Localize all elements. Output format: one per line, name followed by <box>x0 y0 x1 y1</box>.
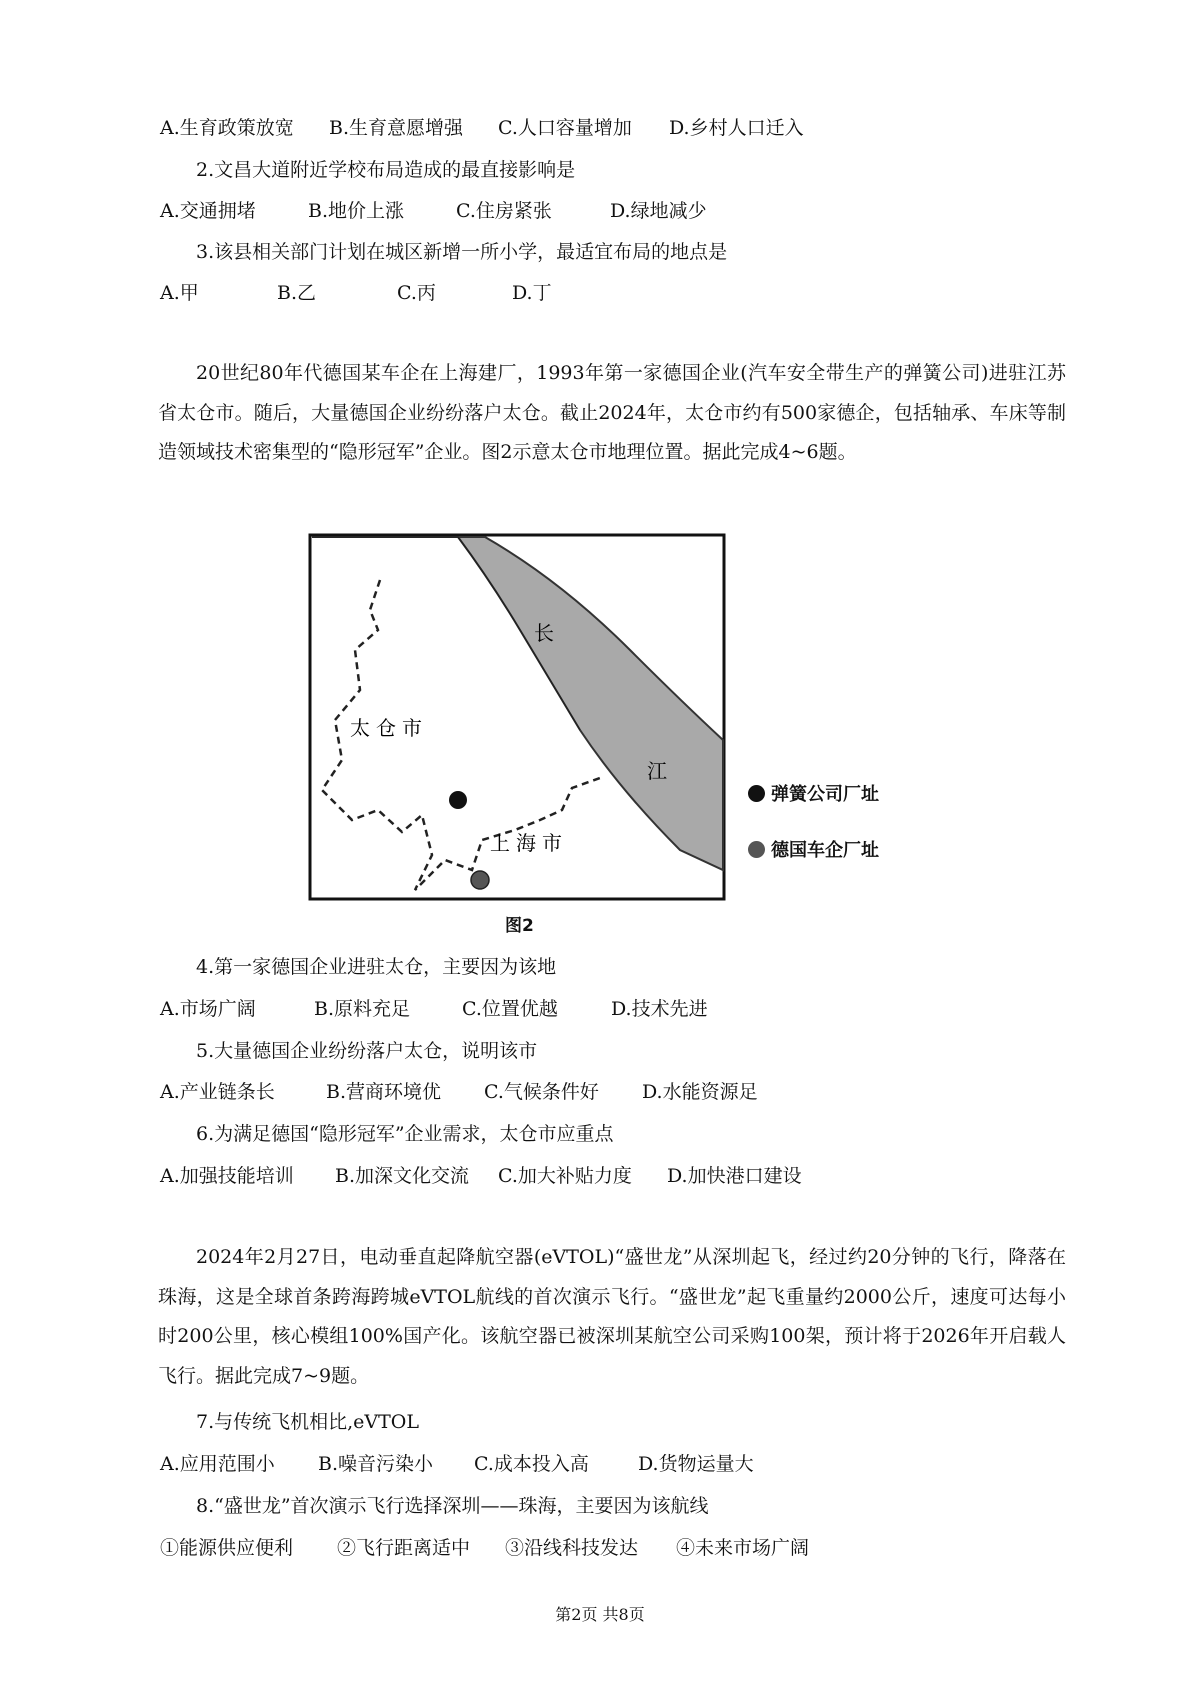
passage-taicang-text: 20世纪80年代德国某车企在上海建厂，1993年第一家德国企业(汽车安全带生产的弹簧公司)进驻江苏省太仓市。随后，大量德国企业纷纷落户太仓。截止2024年，太仓市约有500家德企，包括轴承、车床等制造领域技术密集型的“隐形冠军”企业。图2示意太仓市地理位置。据此完成4~6题。 <box>158 362 1066 463</box>
legend-german-carmaker <box>748 836 879 862</box>
spring-company-site-dot <box>449 791 467 809</box>
q4-stem: 4.第一家德国企业进驻太仓，主要因为该地 <box>196 956 557 978</box>
passage-taicang <box>158 354 1066 473</box>
q1-option-d: D.乡村人口迁入 <box>669 117 804 139</box>
label-jiang: 江 <box>647 759 667 783</box>
legend-black-dot-icon <box>748 785 765 802</box>
q4-option-c: C.位置优越 <box>462 998 558 1020</box>
q7-option-c: C.成本投入高 <box>474 1453 589 1475</box>
q2-option-c: C.住房紧张 <box>456 200 552 222</box>
legend-grey-dot-icon <box>748 841 765 858</box>
q6-stem: 6.为满足德国“隐形冠军”企业需求，太仓市应重点 <box>196 1123 614 1145</box>
q4-option-b: B.原料充足 <box>314 998 411 1020</box>
figure-caption: 图2 <box>505 916 534 936</box>
taicang-location-map <box>300 530 730 906</box>
q1-option-b: B.生育意愿增强 <box>329 117 464 139</box>
q3-option-c: C.丙 <box>397 282 436 304</box>
q2-option-b: B.地价上涨 <box>308 200 405 222</box>
page-number: 第2页 共8页 <box>555 1605 645 1624</box>
q2-stem: 2.文昌大道附近学校布局造成的最直接影响是 <box>196 159 576 181</box>
q6-option-d: D.加快港口建设 <box>667 1165 802 1187</box>
q3-option-d: D.丁 <box>512 282 552 304</box>
legend-german-carmaker-label: 德国车企厂址 <box>771 840 879 861</box>
q8-option-2: ②飞行距离适中 <box>337 1537 471 1559</box>
legend-spring-company <box>748 780 879 806</box>
q5-option-d: D.水能资源足 <box>642 1081 758 1103</box>
q8-stem: 8.“盛世龙”首次演示飞行选择深圳——珠海，主要因为该航线 <box>196 1495 709 1517</box>
q5-option-c: C.气候条件好 <box>484 1081 599 1103</box>
q5-option-a: A.产业链条长 <box>160 1081 275 1103</box>
q4-option-d: D.技术先进 <box>611 998 708 1020</box>
passage-evtol-text: 2024年2月27日，电动垂直起降航空器(eVTOL)“盛世龙”从深圳起飞，经过约20分钟的飞行，降落在珠海，这是全球首条跨海跨城eVTOL航线的首次演示飞行。“盛世龙”起飞重量约2000公斤，速度可达每小时200公里，核心模组100%国产化。该航空器已被深圳某航空公司采购100架，预计将于2026年开启载人飞行。据此完成7~9题。 <box>158 1246 1066 1387</box>
q6-option-b: B.加深文化交流 <box>335 1165 470 1187</box>
q4-option-a: A.市场广阔 <box>160 998 256 1020</box>
passage-evtol <box>158 1238 1066 1396</box>
q7-option-b: B.噪音污染小 <box>318 1453 434 1475</box>
label-shanghai: 上海市 <box>490 831 568 855</box>
q1-option-c: C.人口容量增加 <box>498 117 632 139</box>
q2-option-d: D.绿地减少 <box>610 200 707 222</box>
q3-stem: 3.该县相关部门计划在城区新增一所小学，最适宜布局的地点是 <box>196 241 728 263</box>
german-carmaker-site-dot <box>471 871 489 889</box>
legend-spring-company-label: 弹簧公司厂址 <box>771 784 879 805</box>
q1-option-a: A.生育政策放宽 <box>160 117 294 139</box>
q7-option-d: D.货物运量大 <box>638 1453 754 1475</box>
label-chang: 长 <box>534 621 554 645</box>
q3-option-a: A.甲 <box>160 282 199 304</box>
q3-option-b: B.乙 <box>277 282 317 304</box>
q5-stem: 5.大量德国企业纷纷落户太仓，说明该市 <box>196 1040 538 1062</box>
q8-option-3: ③沿线科技发达 <box>505 1537 639 1559</box>
q7-stem: 7.与传统飞机相比,eVTOL <box>196 1411 419 1433</box>
q8-option-1: ①能源供应便利 <box>160 1537 294 1559</box>
q8-option-4: ④未来市场广阔 <box>676 1537 810 1559</box>
q6-option-c: C.加大补贴力度 <box>498 1165 632 1187</box>
q7-option-a: A.应用范围小 <box>160 1453 275 1475</box>
q2-option-a: A.交通拥堵 <box>160 200 256 222</box>
q5-option-b: B.营商环境优 <box>326 1081 442 1103</box>
q6-option-a: A.加强技能培训 <box>160 1165 294 1187</box>
label-taicang: 太仓市 <box>350 716 428 740</box>
